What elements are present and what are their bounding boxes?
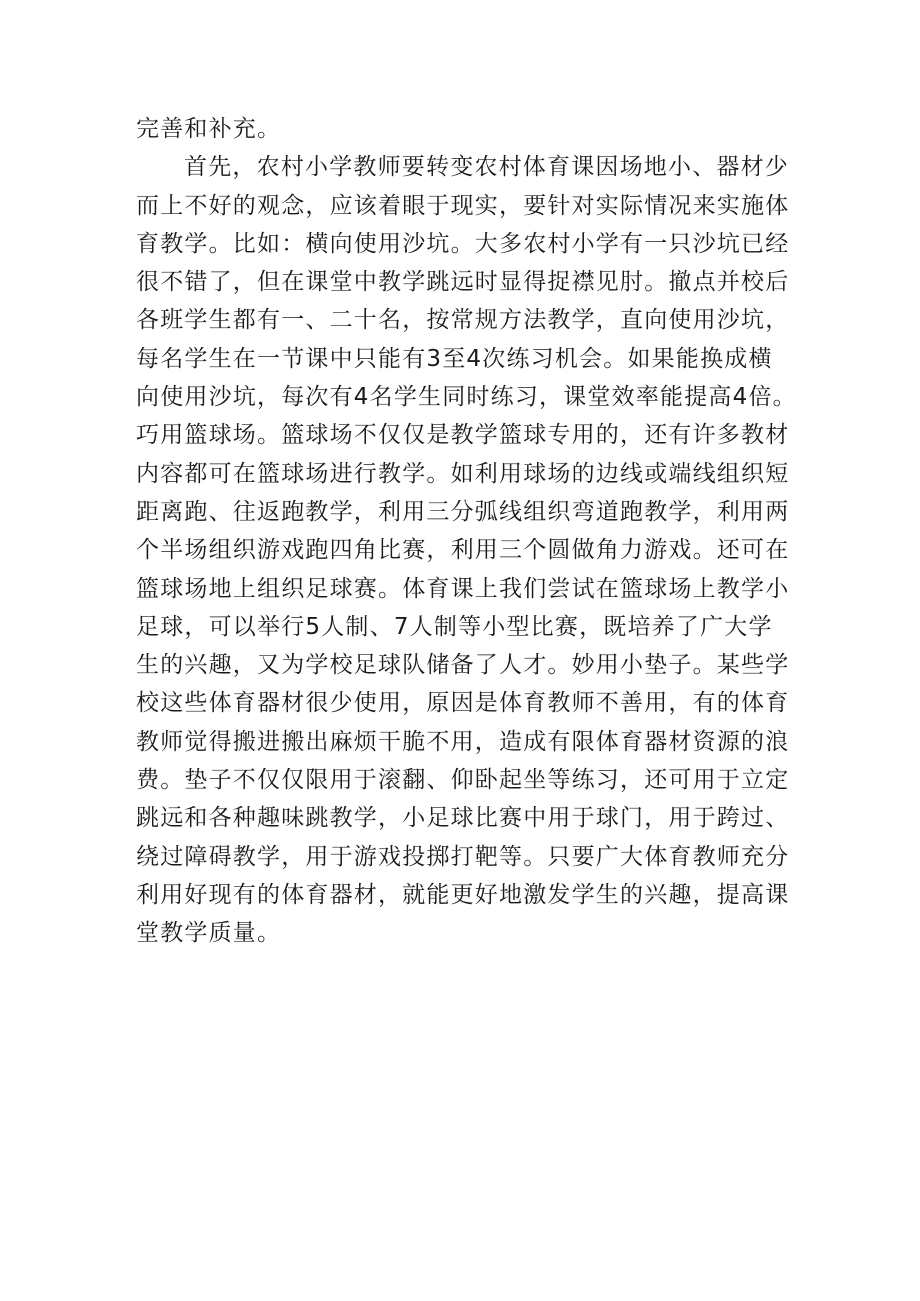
body-text [136, 110, 797, 953]
text-line: 费。垫子不仅仅限用于滚翻、仰卧起坐等练习，还可用于立定 [136, 767, 790, 794]
text-line: 育教学。比如：横向使用沙坑。大多农村小学有一只沙坑已经 [136, 230, 790, 257]
text-line: 足球，可以举行5人制、7人制等小型比赛，既培养了广大学 [136, 613, 773, 640]
text-line: 个半场组织游戏跑四角比赛，利用三个圆做角力游戏。还可在 [136, 537, 790, 564]
text-line: 篮球场地上组织足球赛。体育课上我们尝试在篮球场上教学小 [136, 575, 790, 602]
text-line: 距离跑、往返跑教学，利用三分弧线组织弯道跑教学，利用两 [136, 498, 790, 525]
text-line: 校这些体育器材很少使用，原因是体育教师不善用，有的体育 [136, 690, 790, 717]
text-line: 绕过障碍教学，用于游戏投掷打靶等。只要广大体育教师充分 [136, 843, 790, 870]
text-line: 堂教学质量。 [136, 920, 282, 947]
text-line: 教师觉得搬进搬出麻烦干脆不用，造成有限体育器材资源的浪 [136, 728, 790, 755]
text-line: 而上不好的观念，应该着眼于现实，要针对实际情况来实施体 [136, 192, 790, 219]
text-line: 生的兴趣，又为学校足球队储备了人才。妙用小垫子。某些学 [136, 652, 790, 679]
text-line: 内容都可在篮球场进行教学。如利用球场的边线或端线组织短 [136, 460, 790, 487]
text-line: 向使用沙坑，每次有4名学生同时练习，课堂效率能提高4倍。 [136, 384, 797, 411]
text-line: 利用好现有的体育器材，就能更好地激发学生的兴趣，提高课 [136, 881, 790, 908]
text-line: 很不错了，但在课堂中教学跳远时显得捉襟见肘。撤点并校后 [136, 269, 790, 296]
text-line: 各班学生都有一、二十名，按常规方法教学，直向使用沙坑， [136, 307, 790, 334]
text-line: 巧用篮球场。篮球场不仅仅是教学篮球专用的，还有许多教材 [136, 422, 790, 449]
text-line: 完善和补充。 [136, 116, 282, 142]
paragraph-first-line: 首先，农村小学教师要转变农村体育课因场地小、器材少 [184, 154, 789, 181]
text-line: 跳远和各种趣味跳教学，小足球比赛中用于球门，用于跨过、 [136, 805, 790, 832]
text-line: 每名学生在一节课中只能有3至4次练习机会。如果能换成横 [136, 345, 773, 372]
